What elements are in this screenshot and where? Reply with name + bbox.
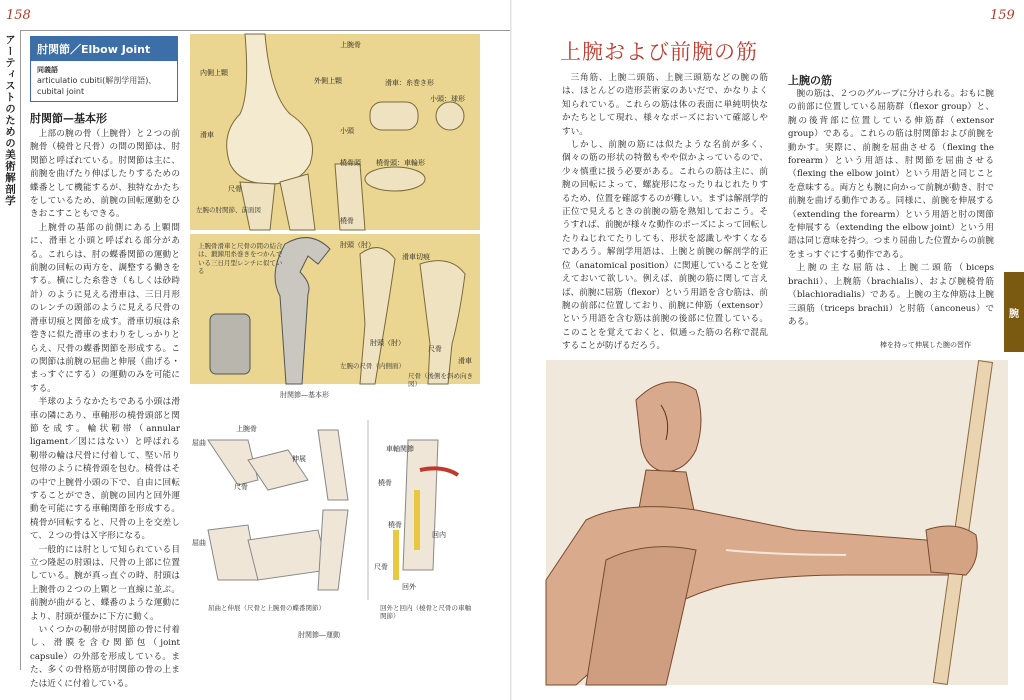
body-paragraph: 上腕の主な屈筋は、上腕二頭筋（biceps brachii）、上腕筋（brachialis）、および腕橈骨筋（blachioradialis）である。上腕の主な伸筋は上腕三頭筋（triceps brachii）と肘筋（anconeus）である。 (788, 263, 994, 327)
left-body-text (30, 128, 180, 691)
fig1-label: 橈骨 (340, 217, 354, 225)
right-body-col-1 (562, 72, 768, 354)
right-body-col-2 (788, 88, 994, 329)
fig1-label: 滑車：糸巻き形 (385, 79, 434, 87)
body-paragraph: 三角筋、上腕二頭筋、上腕三頭筋などの腕の筋は、ほとんどの造形芸術家のあいだで、かなりよく知られている。これらの筋は体の表面に単純明快なかたちとして現れ、様々なポーズにおいて確認しやすい。 (562, 73, 768, 137)
body-paragraph: 上腕骨の基部の前側にある上顆間に、滑車と小頭と呼ばれる部分がある。これらは、肘の蝶番関節の運動と前腕の回転の両方を、調整する働きをする。横にした糸巻き（もしくは砂時計）のように見える滑車は、三日月形のレンチの頭部のように見える尺骨の滑車切痕と関節を成す。滑車切痕は糸巻きに似た滑車のまわりをしっかりとらえ、尺骨の蝶番関節を形成する。この関節は前腕の屈曲と伸展（曲げる・まっすぐにする）の運動のみを可能にする。 (30, 222, 180, 394)
fig3-label: 屈曲 (192, 439, 206, 447)
fig1-label: 小頭 (340, 127, 354, 135)
fig1-view-note: 左腕の肘関節、前面図 (196, 206, 261, 214)
body-paragraph: 腕の筋は、２つのグループに分けられる。おもに腕の前部に位置している屈筋群（flexor group）と、腕の後背部に位置している伸筋群（extensor group）である。これらの筋は肘関節および前腕を動かす。実際に、前腕を屈曲させる（flexing the forearm）という用語は、肘関節を屈曲させる（flexing the elbow joint）という用語と同じことを意味する。両方とも腕に向かって前腕が動き、肘で前腕を曲げる動作である。同様に、前腕を伸展する（extending the forearm）という用語と肘の関節を伸展する（extending the elbow joint）という用語は同じ意味を持つ。つまり屈曲した位置からの前腕をまっすぐにする動作である。 (788, 89, 994, 260)
chapter-title: 上腕および前腕の筋 (560, 40, 758, 64)
fig2-label: 肘頭（肘） (340, 241, 375, 249)
sub-heading: 上腕の筋 (788, 74, 832, 87)
figure-sketch (546, 360, 1008, 685)
fig3-caption-a: 屈曲と伸展（尺骨と上腕骨の蝶番関節） (208, 604, 325, 612)
body-paragraph: しかし、前腕の筋には似たような名前が多く、個々の筋の形状の特徴もやや似かよっているので、少々慎重に扱う必要がある。これらの筋は主に、前腕の回転によって、螺旋形になったりねじれたりするため、位置を確認するのが難しい。まずは解剖学的正位で見えるときの前腕の筋を熟知しておこう。そうすれば、前腕が様々な動作のポーズによって回転したりねじれてたりしても、形状を認識しやすくなるであろう。解剖学用語は、上腕と前腕の解剖学的正位（anatomical position）に関連していることを覚えておいて欲しい。例えば、前腕の筋に関して言えば、前腕に屈筋（flexor）という用語を含む筋は、前腕の前部に位置しており、前腕に伸筋（extensor）という用語を含む筋は前腕の後部に位置している。このことを覚えておくと、似通った筋の名称で混乱することが防げるだろう。 (562, 140, 768, 352)
fig3-label: 橈骨 (378, 479, 392, 487)
joint-box-body (31, 61, 177, 101)
synonym-heading: 同義語 (37, 66, 58, 74)
fig2-label: 滑車切痕 (402, 253, 430, 261)
fig1-label: 上腕骨 (340, 41, 361, 49)
joint-box-title: 肘関節／Elbow Joint (31, 37, 177, 61)
margin-rule (20, 30, 21, 670)
page-number-right: 159 (990, 8, 1015, 23)
fig3-label: 屈曲 (192, 539, 206, 547)
fig3-main-caption: 肘関節—運動 (298, 631, 340, 639)
header-rule (20, 30, 510, 31)
joint-info-box (30, 36, 178, 102)
fig3-label: 車軸関節 (386, 445, 414, 453)
elbow-bones-drawing (190, 34, 480, 230)
fig3-caption-b: 回外と回内（橈骨と尺骨の車軸関節） (380, 604, 471, 621)
fig3-label: 上腕骨 (236, 425, 257, 433)
fig2-label: 滑車 (458, 357, 472, 365)
fig2-label: 肘頭（肘） (370, 339, 405, 347)
chapter-tab: 腕 (1004, 272, 1024, 352)
fig3-label: 伸展 (292, 455, 306, 463)
vertical-book-title: アーティストのための美術解剖学 (4, 34, 16, 207)
body-paragraph: いくつかの靭帯が肘関節の骨に付着し、滑膜を含む関節包（joint capsule）の外部を形成している。また、多くの骨格筋が肘関節の骨の上または近くに付着している。 (30, 625, 180, 689)
fig1-label: 外側上顆 (314, 77, 342, 85)
fig3-label: 橈骨 (388, 521, 402, 529)
wrench-note: 上腕骨滑車と尺骨の間の結合は、鍛錬用糸巻きをつかんでいる三日月型レンチに似ている (198, 242, 283, 276)
fig1-label: 小頭：球形 (430, 95, 465, 103)
fig1-caption: 肘関節—基本形 (280, 391, 329, 399)
fig3-label: 尺骨 (234, 483, 248, 491)
fig1-label: 内側上顆 (200, 69, 228, 77)
body-paragraph: 半球のようなかたちである小頭は滑車の隣にあり、車軸形の橈骨頭部と関節を成す。輪状靭帯（annular ligament／図にはない）と呼ばれる靭帯の輪は尺骨に付着して、堅い吊り包帯のように橈骨頭を包む。橈骨はその中で上腕骨小頭の下で、自由に回転することができ、前腕の回内と回外運動を可能にする車軸関節を形成する。橈骨が回転すると、尺骨の上を交差して、２つの骨はＸ字形になる。 (30, 397, 180, 542)
elbow-bones-figure (190, 34, 480, 230)
page-number-left: 158 (6, 8, 31, 23)
body-paragraph: 一般的には肘として知られている目立つ隆起の肘頭は、尺骨の上部に位置している。腕が真っ直ぐの時、肘頭は上腕骨の２つの上顆と一直線に並ぶ。前腕が曲がると、蝶番のような運動により、肘頭が僅かに下方に動く。 (30, 544, 180, 622)
fig2-caption-a: 左腕の尺骨（内側面） (340, 362, 405, 370)
art-caption: 棒を持って伸展した腕の習作 (880, 341, 971, 349)
synonym-line-2: cubital joint (37, 86, 85, 96)
section-heading: 肘関節—基本形 (30, 112, 107, 125)
fig1-label: 橈骨頭 (340, 159, 361, 167)
fig1-label: 尺骨 (228, 185, 242, 193)
fig2-caption-b: 尺骨（後側を斜め向き図） (408, 372, 473, 389)
fig1-label: 滑車 (200, 131, 214, 139)
fig3-label: 回外 (402, 583, 416, 591)
body-paragraph: 上部の腕の骨（上腕骨）と２つの前腕骨（橈骨と尺骨）の間の関節は、肘関節と呼ばれている。肘関節は主に、前腕を曲げたり伸ばしたりするための蝶番として機能するが、独特なかたちをしているため、前腕の回転運動をひきおこすこともできる。 (30, 129, 180, 220)
elbow-motion-figure (188, 420, 478, 650)
arm-study-drawing (546, 360, 1008, 685)
fig2-label: 尺骨 (428, 345, 442, 353)
fig3-label: 回内 (432, 531, 446, 539)
wrench-analogy-figure (190, 234, 480, 389)
synonym-line-1: articulatio cubiti(解剖学用語)、 (37, 75, 157, 85)
fig1-label: 橈骨頭：車輪形 (376, 159, 425, 167)
fig3-label: 尺骨 (374, 563, 388, 571)
